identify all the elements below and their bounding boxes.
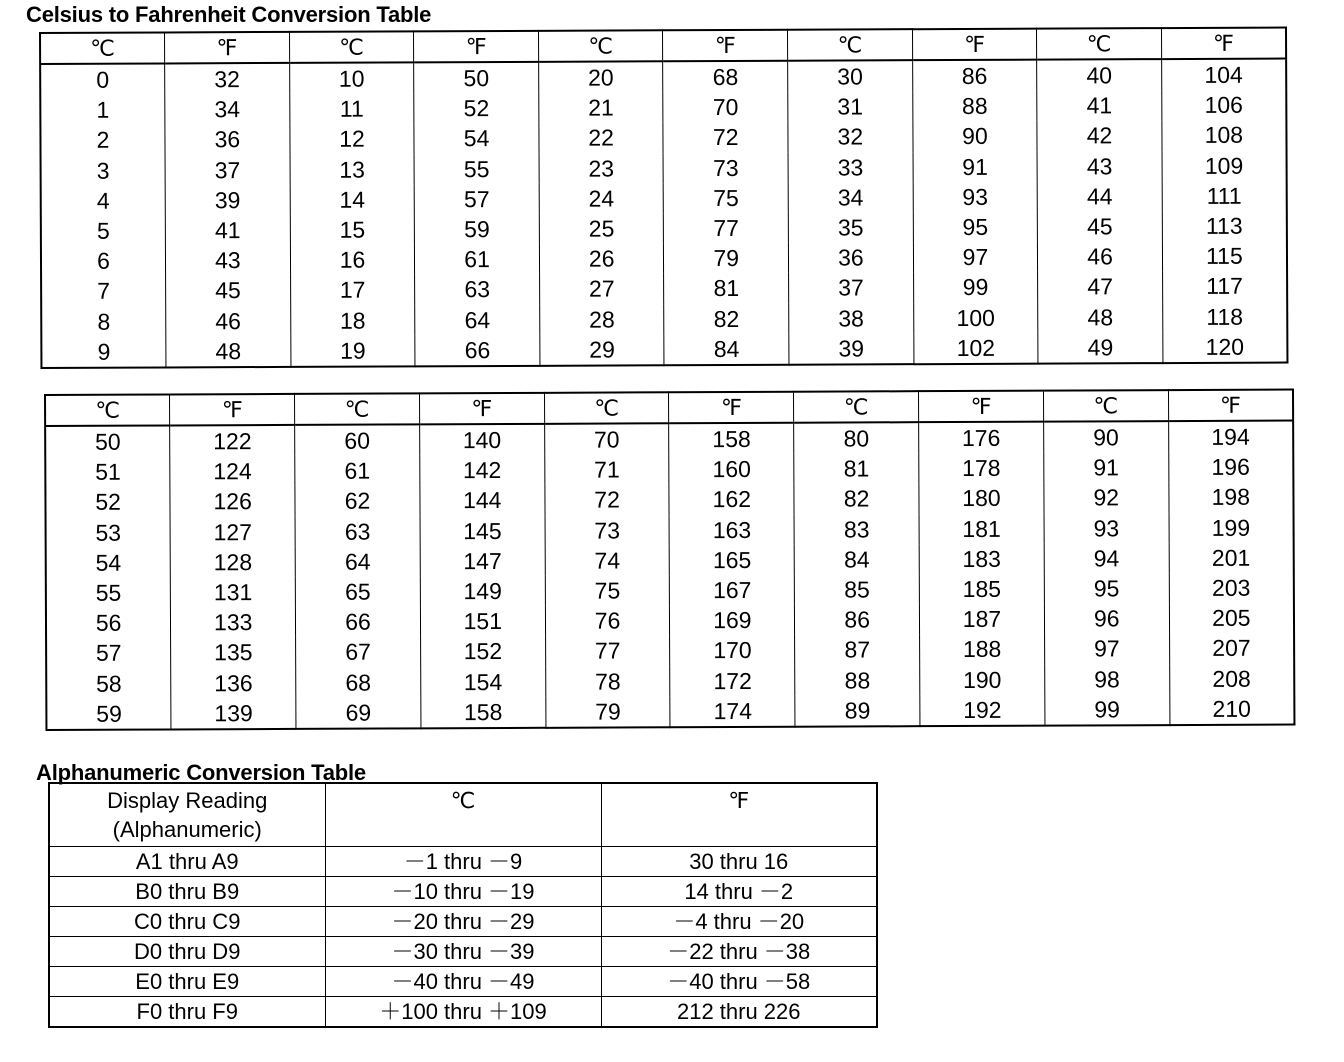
table-cell: 109: [1162, 150, 1287, 181]
table-cell: 158: [669, 423, 794, 455]
table-cell: 15: [290, 214, 415, 245]
display-reading-header: [49, 783, 325, 847]
table-cell: 207: [1169, 633, 1294, 664]
table-cell: 65: [295, 576, 420, 607]
table-cell: 92: [1044, 483, 1169, 514]
table-cell: 95: [913, 212, 1038, 243]
table-cell: 39: [789, 333, 914, 365]
table-cell: ＋100 thru ＋109: [325, 997, 601, 1028]
table-cell: 192: [920, 694, 1045, 726]
table-cell: 81: [794, 453, 919, 484]
table-cell: 144: [420, 485, 545, 516]
table-cell: 4: [41, 185, 166, 216]
table-cell: 37: [165, 155, 290, 186]
table-cell: 90: [1044, 421, 1169, 453]
table-cell: 73: [664, 152, 789, 183]
table-cell: 89: [795, 695, 920, 727]
table-cell: 39: [165, 185, 290, 216]
table-cell: －22 thru －38: [601, 937, 877, 967]
table-cell: 46: [166, 306, 291, 337]
table-cell: 57: [46, 638, 171, 669]
table-cell: 66: [415, 335, 540, 367]
celsius-header: ℃: [45, 394, 170, 426]
table-cell: 97: [913, 242, 1038, 273]
table-cell: 194: [1168, 421, 1293, 453]
table-cell: 14: [290, 184, 415, 215]
table-cell: －4 thru －20: [601, 907, 877, 937]
table-cell: 30 thru 16: [601, 847, 877, 877]
table-row: [49, 877, 877, 907]
celsius-header: ℃: [794, 391, 919, 423]
table-cell: 124: [170, 456, 295, 487]
table-cell: 117: [1162, 271, 1287, 302]
table-header-row: [49, 783, 877, 847]
table-cell: 42: [1037, 121, 1162, 152]
table-cell: 203: [1169, 573, 1294, 604]
table-cell: 38: [789, 303, 914, 334]
table-cell: 149: [420, 576, 545, 607]
table-cell: －20 thru －29: [325, 907, 601, 937]
table-cell: 43: [1037, 151, 1162, 182]
table-cell: 8: [41, 306, 166, 337]
table-cell: 113: [1162, 211, 1287, 242]
table-cell: 154: [421, 666, 546, 697]
table-cell: 52: [414, 93, 539, 124]
table-cell: 5: [41, 215, 166, 246]
fahrenheit-header: ℉: [170, 394, 295, 426]
table-cell: 98: [1045, 664, 1170, 695]
table-cell: 178: [919, 453, 1044, 484]
table-cell: 63: [415, 274, 540, 305]
table-cell: 93: [1044, 513, 1169, 544]
table-row: [45, 482, 1293, 518]
table-cell: 81: [664, 273, 789, 304]
table-cell: 135: [171, 637, 296, 668]
table-cell: 187: [920, 604, 1045, 635]
table-row: [46, 693, 1294, 730]
table-cell: 96: [1044, 603, 1169, 634]
table-cell: 199: [1169, 512, 1294, 543]
table-cell: 46: [1038, 241, 1163, 272]
celsius-header: ℃: [788, 29, 913, 61]
table-cell: 91: [913, 151, 1038, 182]
table-cell: 73: [545, 515, 670, 546]
table-cell: A1 thru A9: [49, 847, 325, 877]
table-cell: 37: [789, 273, 914, 304]
table-cell: 104: [1161, 59, 1286, 91]
table-cell: 87: [795, 635, 920, 666]
table-cell: 33: [788, 152, 913, 183]
table-cell: 20: [539, 61, 664, 93]
table-cell: 181: [919, 513, 1044, 544]
table-row: [41, 331, 1287, 368]
table-cell: 79: [664, 243, 789, 274]
table-cell: 50: [45, 425, 170, 457]
display-reading-label: Display Reading: [107, 788, 268, 813]
table-cell: 0: [40, 63, 165, 95]
table-cell: 80: [794, 422, 919, 454]
table-row: [49, 937, 877, 967]
celsius-header: ℃: [544, 392, 669, 424]
table-body: [40, 59, 1287, 368]
table-cell: B0 thru B9: [49, 877, 325, 907]
table-cell: 3: [41, 155, 166, 186]
fahrenheit-header: ℉: [663, 30, 788, 62]
table-row: [49, 847, 877, 877]
table-cell: 140: [420, 424, 545, 456]
celsius-header: ℃: [1037, 28, 1162, 60]
fahrenheit-header: ℉: [165, 32, 290, 64]
table-cell: 74: [545, 545, 670, 576]
table-cell: 10: [289, 62, 414, 94]
table-cell: 76: [545, 605, 670, 636]
table-cell: E0 thru E9: [49, 967, 325, 997]
celsius-header: ℃: [538, 30, 663, 62]
table-cell: 29: [540, 334, 665, 366]
table-cell: 32: [165, 63, 290, 95]
table-cell: 49: [1038, 332, 1163, 364]
table-cell: 60: [295, 424, 420, 456]
fahrenheit-header: ℉: [419, 393, 544, 425]
table-cell: 108: [1162, 120, 1287, 151]
table-cell: 63: [295, 516, 420, 547]
table-cell: 18: [290, 305, 415, 336]
table-cell: 22: [539, 123, 664, 154]
table-cell: 151: [420, 606, 545, 637]
table-cell: 58: [46, 668, 171, 699]
table-cell: 19: [291, 335, 416, 367]
table-row: [49, 967, 877, 997]
table-row: [49, 997, 877, 1028]
table-cell: 90: [913, 121, 1038, 152]
table-cell: 24: [539, 183, 664, 214]
table-cell: 67: [296, 637, 421, 668]
table-cell: 54: [414, 123, 539, 154]
table-cell: 6: [41, 246, 166, 277]
table-cell: 40: [1037, 59, 1162, 91]
celsius-header: ℃: [40, 32, 165, 64]
table-cell: 88: [912, 91, 1037, 122]
table-cell: －40 thru －58: [601, 967, 877, 997]
table-cell: 41: [165, 215, 290, 246]
table-cell: 32: [788, 122, 913, 153]
fahrenheit-header: ℉: [414, 31, 539, 63]
table-cell: 91: [1044, 452, 1169, 483]
table-cell: 50: [414, 62, 539, 94]
table-cell: 75: [664, 183, 789, 214]
table-cell: 1: [40, 95, 165, 126]
table-cell: 34: [788, 182, 913, 213]
table-row: [41, 271, 1287, 307]
celsius-table-title: Celsius to Fahrenheit Conversion Table: [26, 2, 432, 27]
display-reading-sublabel: (Alphanumeric): [112, 817, 262, 842]
table-cell: 172: [670, 665, 795, 696]
table-cell: 45: [166, 275, 291, 306]
table-cell: 78: [545, 666, 670, 697]
table-cell: 69: [296, 697, 421, 729]
table-cell: 13: [290, 154, 415, 185]
table-cell: 16: [290, 245, 415, 276]
table-cell: 55: [46, 577, 171, 608]
table-cell: 190: [920, 664, 1045, 695]
table-cell: 23: [539, 153, 664, 184]
table-cell: 152: [420, 636, 545, 667]
table-cell: 66: [296, 607, 421, 638]
table-cell: 111: [1162, 180, 1287, 211]
table-cell: C0 thru C9: [49, 907, 325, 937]
table-cell: 48: [166, 336, 291, 368]
table-cell: 17: [290, 275, 415, 306]
table-cell: 59: [46, 698, 171, 730]
table-cell: 75: [545, 575, 670, 606]
table-cell: 62: [295, 486, 420, 517]
table-cell: 64: [295, 546, 420, 577]
table-cell: 127: [170, 517, 295, 548]
table-cell: 201: [1169, 542, 1294, 573]
table-cell: 36: [165, 124, 290, 155]
table-cell: 14 thru －2: [601, 877, 877, 907]
table-cell: 210: [1169, 693, 1294, 725]
table-cell: 97: [1044, 634, 1169, 665]
table-cell: 82: [664, 303, 789, 334]
table-cell: 7: [41, 276, 166, 307]
table-cell: 170: [670, 635, 795, 666]
table-cell: 122: [170, 425, 295, 457]
table-cell: 30: [788, 60, 913, 92]
table-cell: 88: [795, 665, 920, 696]
table-cell: 41: [1037, 90, 1162, 121]
table-cell: 139: [171, 698, 296, 730]
table-cell: 11: [289, 94, 414, 125]
table-cell: 43: [166, 245, 291, 276]
table-cell: D0 thru D9: [49, 937, 325, 967]
table-cell: 61: [295, 456, 420, 487]
table-cell: 61: [415, 244, 540, 275]
table-cell: 70: [663, 92, 788, 123]
table-cell: 51: [45, 457, 170, 488]
table-cell: 169: [670, 605, 795, 636]
table-cell: 174: [670, 696, 795, 728]
table-cell: 56: [46, 608, 171, 639]
table-cell: 167: [670, 575, 795, 606]
celsius-header: ℃: [325, 783, 601, 847]
table-cell: 84: [794, 544, 919, 575]
table-cell: 53: [46, 517, 171, 548]
table-cell: 86: [795, 604, 920, 635]
table-cell: 68: [296, 667, 421, 698]
table-cell: 9: [41, 336, 166, 368]
table-cell: 205: [1169, 603, 1294, 634]
table-cell: 47: [1038, 272, 1163, 303]
table-row: [46, 633, 1294, 669]
table-cell: 99: [1045, 694, 1170, 726]
table-cell: 84: [664, 334, 789, 366]
table-cell: 25: [539, 213, 664, 244]
table-cell: 131: [171, 577, 296, 608]
table-cell: 57: [414, 184, 539, 215]
table-cell: 82: [794, 484, 919, 515]
table-cell: 94: [1044, 543, 1169, 574]
table-cell: 77: [545, 636, 670, 667]
table-cell: 162: [669, 484, 794, 515]
table-cell: 93: [913, 181, 1038, 212]
table-cell: 185: [919, 574, 1044, 605]
table-cell: 34: [165, 94, 290, 125]
table-cell: 147: [420, 546, 545, 577]
table-cell: 52: [45, 487, 170, 518]
table-cell: 54: [46, 547, 171, 578]
table-cell: －1 thru －9: [325, 847, 601, 877]
table-cell: 28: [540, 304, 665, 335]
table-cell: 106: [1162, 90, 1287, 121]
table-cell: 208: [1169, 663, 1294, 694]
table-cell: 158: [421, 697, 546, 729]
table-cell: 55: [414, 153, 539, 184]
table-cell: F0 thru F9: [49, 997, 325, 1028]
table-cell: 145: [420, 515, 545, 546]
celsius-fahrenheit-table-50-99: [44, 389, 1295, 731]
table-cell: 102: [913, 332, 1038, 364]
table-cell: 85: [795, 574, 920, 605]
table-cell: 64: [415, 304, 540, 335]
table-row: [49, 907, 877, 937]
alphanumeric-table-title: Alphanumeric Conversion Table: [36, 760, 366, 785]
table-cell: 68: [663, 61, 788, 93]
fahrenheit-header: ℉: [601, 783, 877, 847]
table-cell: －40 thru －49: [325, 967, 601, 997]
celsius-header: ℃: [295, 393, 420, 425]
table-cell: 142: [420, 455, 545, 486]
table-cell: 212 thru 226: [601, 997, 877, 1028]
fahrenheit-header: ℉: [669, 392, 794, 424]
table-cell: 136: [171, 668, 296, 699]
table-cell: 163: [670, 514, 795, 545]
table-cell: 118: [1163, 301, 1288, 332]
table-cell: 100: [913, 302, 1038, 333]
table-cell: 196: [1168, 452, 1293, 483]
alphanumeric-conversion-table: [48, 782, 878, 1028]
table-cell: 95: [1044, 573, 1169, 604]
table-cell: 70: [544, 423, 669, 455]
table-cell: 99: [913, 272, 1038, 303]
table-cell: 160: [669, 454, 794, 485]
celsius-fahrenheit-table-0-49: [39, 27, 1288, 369]
table-cell: 12: [290, 124, 415, 155]
table-cell: 83: [794, 514, 919, 545]
table-body: [45, 421, 1294, 730]
table-cell: 45: [1038, 211, 1163, 242]
table-cell: 44: [1037, 181, 1162, 212]
table-cell: －10 thru －19: [325, 877, 601, 907]
table-cell: 77: [664, 213, 789, 244]
table-row: [40, 120, 1286, 156]
table-cell: 126: [170, 486, 295, 517]
table-cell: 21: [539, 92, 664, 123]
table-cell: 183: [919, 543, 1044, 574]
table-cell: 86: [912, 60, 1037, 92]
fahrenheit-header: ℉: [919, 391, 1044, 423]
fahrenheit-header: ℉: [1168, 390, 1293, 422]
table-cell: 128: [170, 547, 295, 578]
table-cell: －30 thru －39: [325, 937, 601, 967]
celsius-header: ℃: [1043, 390, 1168, 422]
table-cell: 2: [40, 125, 165, 156]
table-cell: 115: [1162, 241, 1287, 272]
table-cell: 36: [788, 242, 913, 273]
table-cell: 165: [670, 545, 795, 576]
table-cell: 180: [919, 483, 1044, 514]
celsius-header: ℃: [289, 31, 414, 63]
table-cell: 79: [546, 696, 671, 728]
table-cell: 72: [545, 485, 670, 516]
table-cell: 48: [1038, 302, 1163, 333]
table-cell: 59: [415, 214, 540, 245]
table-cell: 176: [919, 422, 1044, 454]
table-body: [49, 847, 877, 1028]
fahrenheit-header: ℉: [1161, 28, 1286, 60]
table-cell: 72: [663, 122, 788, 153]
table-cell: 27: [539, 274, 664, 305]
table-cell: 26: [539, 243, 664, 274]
table-cell: 31: [788, 91, 913, 122]
fahrenheit-header: ℉: [912, 29, 1037, 61]
table-cell: 188: [920, 634, 1045, 665]
table-cell: 71: [544, 454, 669, 485]
table-cell: 198: [1169, 482, 1294, 513]
table-cell: 133: [171, 607, 296, 638]
table-cell: 120: [1163, 331, 1288, 363]
table-cell: 35: [788, 212, 913, 243]
